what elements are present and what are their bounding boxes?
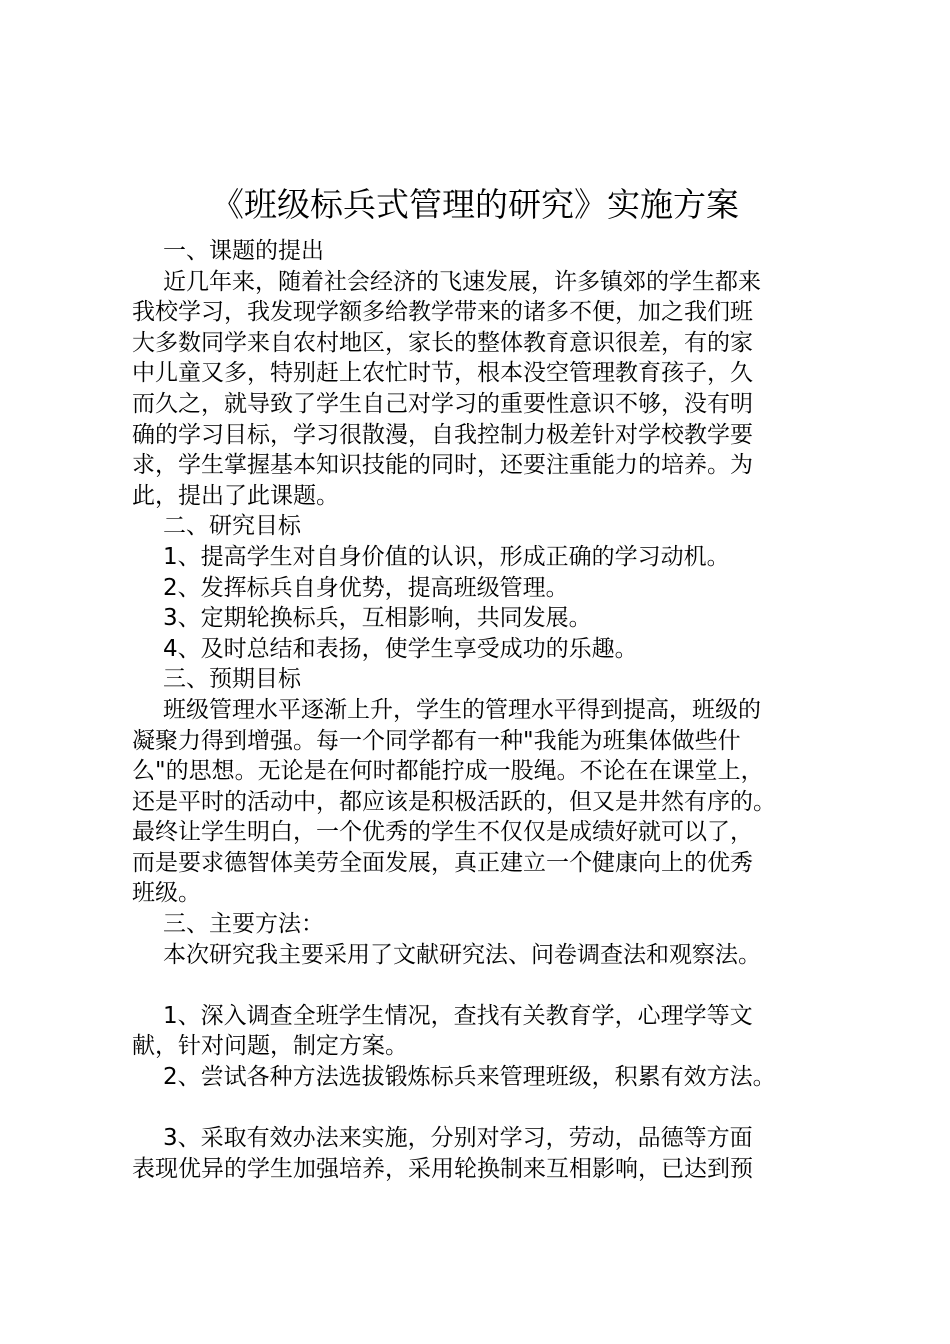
document-title: 《班级标兵式管理的研究》实施方案 (211, 185, 739, 224)
section-heading-3: 三、预期目标 (163, 666, 301, 693)
paragraph-line: 而是要求德智体美劳全面发展，真正建立一个健康向上的优秀 (132, 849, 753, 876)
paragraph-line: 凝聚力得到增强。每一个同学都有一种"我能为班集体做些什 (132, 727, 741, 754)
paragraph-line: 最终让学生明白，一个优秀的学生不仅仅是成绩好就可以了， (132, 819, 753, 846)
list-item: 2、发挥标兵自身优势，提高班级管理。 (163, 574, 569, 601)
paragraph-line: 献，针对问题，制定方案。 (132, 1033, 408, 1060)
list-item: 4、及时总结和表扬，使学生享受成功的乐趣。 (163, 635, 638, 662)
list-item: 1、提高学生对自身价值的认识，形成正确的学习动机。 (163, 543, 730, 570)
paragraph-line: 求，学生掌握基本知识技能的同时，还要注重能力的培养。为 (132, 452, 753, 479)
section-heading-1: 一、课题的提出 (163, 238, 324, 264)
list-item: 3、定期轮换标兵，互相影响，共同发展。 (163, 605, 592, 632)
paragraph-line: 班级管理水平逐渐上升，学生的管理水平得到提高，班级的 (163, 696, 761, 723)
paragraph-line: 而久之，就导致了学生自己对学习的重要性意识不够，没有明 (132, 390, 753, 417)
section-heading-2: 二、研究目标 (163, 513, 301, 540)
paragraph-line: 我校学习，我发现学额多给教学带来的诸多不便，加之我们班 (132, 299, 753, 326)
paragraph-line: 表现优异的学生加强培养，采用轮换制来互相影响，已达到预 (132, 1155, 753, 1182)
paragraph-line: 么"的思想。无论是在何时都能拧成一股绳。不论在在课堂上， (132, 758, 764, 785)
paragraph-line: 大多数同学来自农村地区，家长的整体教育意识很差，有的家 (132, 329, 753, 356)
list-item: 2、尝试各种方法选拔锻炼标兵来管理班级，积累有效方法。 (163, 1064, 776, 1091)
blank-line (132, 970, 852, 1001)
paragraph-line: 班级。 (132, 880, 201, 907)
section-heading-4: 三、主要方法： (163, 911, 324, 938)
list-item: 1、深入调查全班学生情况，查找有关教育学，心理学等文 (163, 1002, 753, 1029)
paragraph-line: 中儿童又多，特别赶上农忙时节，根本没空管理教育孩子，久 (132, 360, 753, 387)
paragraph-line: 本次研究我主要采用了文献研究法、问卷调查法和观察法。 (163, 941, 761, 968)
document-body (132, 236, 852, 1184)
paragraph-line: 确的学习目标，学习很散漫，自我控制力极差针对学校教学要 (132, 421, 753, 448)
paragraph-line: 此，提出了此课题。 (132, 482, 339, 509)
paragraph-line: 还是平时的活动中，都应该是积极活跃的，但又是井然有序的。 (132, 788, 776, 815)
blank-line (132, 1093, 852, 1124)
list-item: 3、采取有效办法来实施，分别对学习，劳动，品德等方面 (163, 1125, 753, 1152)
paragraph-line: 近几年来，随着社会经济的飞速发展，许多镇郊的学生都来 (163, 268, 761, 295)
